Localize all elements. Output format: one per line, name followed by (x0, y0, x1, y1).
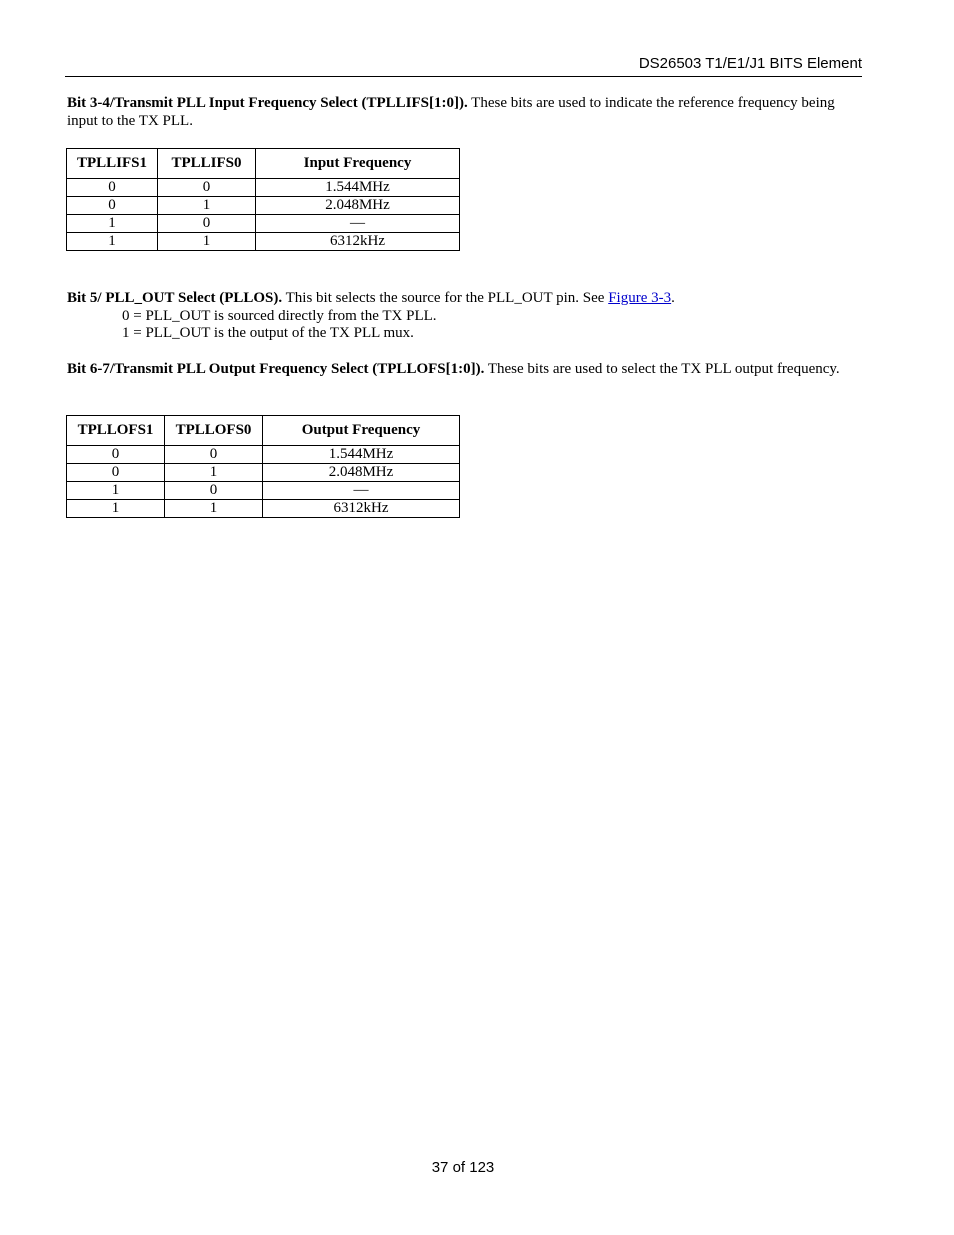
input-freq-description (67, 94, 857, 130)
table-cell: — (256, 215, 460, 233)
input-frequency-table (66, 148, 460, 251)
figure-link[interactable]: Figure 3-3 (608, 290, 672, 306)
column-header: Input Frequency (256, 149, 460, 179)
table-cell: 0 (165, 482, 263, 500)
table-row (67, 500, 460, 518)
table-cell: 1 (158, 197, 256, 215)
header-rule (65, 76, 862, 77)
table-cell: 6312kHz (256, 233, 460, 251)
table-row (67, 179, 460, 197)
pllos-heading: Bit 5/ PLL_OUT Select (PLLOS). (67, 290, 283, 306)
page-number: 37 of 123 (431, 1159, 495, 1176)
table-cell: 1 (67, 482, 165, 500)
input-freq-heading: Bit 3-4/Transmit PLL Input Frequency Select (TPLLIFS[1:0]). (67, 95, 468, 111)
pllos-body-end: . (671, 290, 675, 306)
input-freq-body: These bits are used to indicate the reference frequency being input to the TX PLL. (67, 95, 835, 129)
table-row (67, 464, 460, 482)
table-row (67, 482, 460, 500)
table-row (67, 215, 460, 233)
table-header-row (67, 416, 460, 446)
table-cell: 0 (67, 446, 165, 464)
table-cell: 1 (67, 233, 158, 251)
table-cell: 2.048MHz (263, 464, 460, 482)
column-header: TPLLIFS0 (158, 149, 256, 179)
output-frequency-table (66, 415, 460, 518)
output-freq-body: These bits are used to select the TX PLL output frequency. (484, 361, 840, 377)
pllos-description (67, 289, 857, 307)
table-row (67, 197, 460, 215)
table-cell: 0 (158, 215, 256, 233)
table-cell: 1 (165, 500, 263, 518)
table-cell: 6312kHz (263, 500, 460, 518)
table-cell: 1.544MHz (263, 446, 460, 464)
column-header: TPLLOFS0 (165, 416, 263, 446)
table-cell: 0 (67, 179, 158, 197)
pllos-option-1: 1 = PLL_OUT is the output of the TX PLL mux. (122, 325, 414, 341)
table-row (67, 233, 460, 251)
table-cell: 1 (165, 464, 263, 482)
table-cell: 0 (158, 179, 256, 197)
table-cell: 1 (67, 215, 158, 233)
table-cell: 0 (67, 197, 158, 215)
column-header: TPLLIFS1 (67, 149, 158, 179)
pllos-option-0: 0 = PLL_OUT is sourced directly from the TX PLL. (122, 308, 437, 324)
table-cell: 0 (67, 464, 165, 482)
table-cell: 1 (67, 500, 165, 518)
table-row (67, 446, 460, 464)
column-header: TPLLOFS1 (67, 416, 165, 446)
table-cell: 2.048MHz (256, 197, 460, 215)
column-header: Output Frequency (263, 416, 460, 446)
table-header-row (67, 149, 460, 179)
pllos-body: This bit selects the source for the PLL_OUT pin. See (282, 290, 609, 306)
table-cell: 0 (165, 446, 263, 464)
document-header: DS26503 T1/E1/J1 BITS Element (638, 55, 862, 72)
table-cell: 1.544MHz (256, 179, 460, 197)
table-cell: — (263, 482, 460, 500)
output-freq-description (67, 360, 857, 378)
output-freq-heading: Bit 6-7/Transmit PLL Output Frequency Select (TPLLOFS[1:0]). (67, 361, 485, 377)
table-cell: 1 (158, 233, 256, 251)
